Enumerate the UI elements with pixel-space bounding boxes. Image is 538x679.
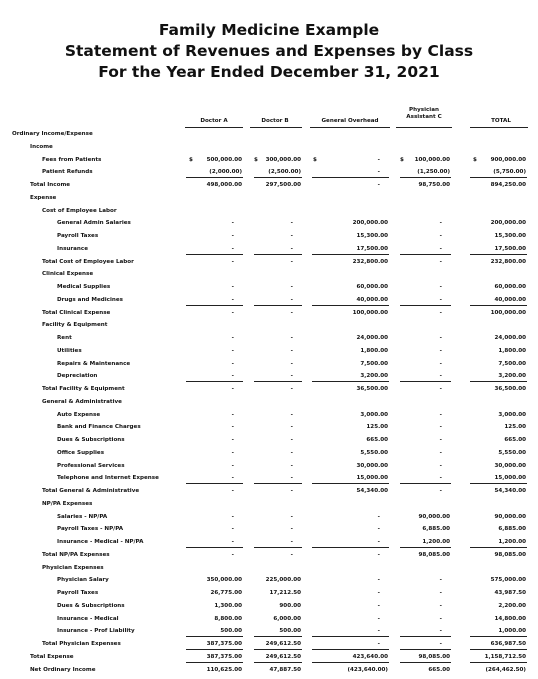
cell-doctor-a: 500.00 [220, 628, 242, 635]
cell-total: 17,500.00 [494, 245, 526, 252]
row-label-payroll-taxes-np-pa: Payroll Taxes - NP/PA [57, 526, 124, 533]
table-row [0, 434, 538, 447]
cell-physician-assistant-c: - [439, 628, 442, 635]
cell-physician-assistant-c: - [439, 424, 442, 431]
row-label-insurance-medical: Insurance - Medical [57, 615, 119, 622]
row-label-payroll-taxes: Payroll Taxes [57, 590, 99, 596]
cell-doctor-b: - [290, 347, 293, 354]
cell-doctor-b: - [290, 258, 293, 265]
dollar-sign: $ [254, 156, 258, 163]
cell-general-overhead: 15,300.00 [356, 233, 388, 239]
cell-physician-assistant-c: - [439, 641, 442, 647]
row-label-fees-from-patients: Fees from Patients [42, 156, 102, 163]
row-label-insurance-medical-np-pa: Insurance - Medical - NP/PA [57, 539, 144, 545]
cell-total: 665.00 [504, 437, 526, 443]
row-label-professional-services: Professional Services [57, 462, 125, 469]
row-label-physician-expenses: Physician Expenses [42, 564, 104, 571]
cell-physician-assistant-c: - [439, 258, 442, 265]
row-label-salaries-np-pa: Salaries - NP/PA [57, 513, 108, 520]
cell-general-overhead: 24,000.00 [356, 335, 388, 341]
table-row [0, 421, 538, 434]
cell-total: 30,000.00 [494, 462, 526, 469]
cell-general-overhead: (423,640.00) [347, 666, 388, 673]
cell-total: 54,340.00 [494, 488, 526, 494]
cell-doctor-a: - [231, 411, 234, 418]
cell-physician-assistant-c: - [439, 233, 442, 239]
table-row [0, 166, 538, 179]
cell-general-overhead: 200,000.00 [352, 220, 388, 227]
cell-total: 24,000.00 [494, 335, 526, 341]
row-label-total-cost-of-employee-labor: Total Cost of Employee Labor [42, 258, 134, 265]
table-row [0, 192, 538, 205]
cell-doctor-b: - [290, 233, 293, 239]
cell-general-overhead: - [377, 182, 380, 188]
cell-doctor-b: - [290, 335, 293, 341]
dollar-sign: $ [313, 156, 317, 163]
cell-total: 200,000.00 [490, 220, 526, 227]
cell-doctor-a: - [231, 449, 234, 456]
cell-general-overhead: 665.00 [366, 437, 388, 443]
row-label-general-admin-salaries: General Admin Salaries [57, 220, 131, 227]
cell-general-overhead: - [377, 169, 380, 176]
cell-general-overhead: 3,200.00 [360, 373, 388, 380]
row-label-total-facility-and-equipment: Total Facility & Equipment [42, 386, 125, 392]
cell-physician-assistant-c: - [439, 437, 442, 443]
cell-general-overhead: 36,500.00 [356, 386, 388, 392]
report-title-statement: Statement of Revenues and Expenses by Class [64, 42, 474, 60]
cell-doctor-a: - [231, 309, 234, 316]
cell-total: 7,500.00 [498, 360, 526, 367]
cell-doctor-b: 17,212.50 [269, 590, 301, 596]
cell-doctor-a: - [231, 335, 234, 341]
cell-physician-assistant-c: - [439, 462, 442, 469]
cell-doctor-a: - [231, 233, 234, 239]
cell-doctor-a: 387,375.00 [206, 653, 242, 660]
cell-general-overhead: 3,000.00 [360, 411, 388, 418]
cell-physician-assistant-c: - [439, 602, 442, 609]
table-row [0, 409, 538, 422]
row-label-np-pa-expenses: NP/PA Expenses [42, 500, 93, 507]
cell-physician-assistant-c: 98,085.00 [418, 551, 450, 558]
cell-doctor-a: - [231, 462, 234, 469]
cell-doctor-a: - [231, 488, 234, 494]
cell-general-overhead: - [377, 628, 380, 635]
table-row [0, 664, 538, 677]
cell-general-overhead: - [377, 577, 380, 584]
cell-total: (264,462.50) [485, 666, 526, 673]
cell-doctor-b: - [290, 386, 293, 392]
cell-total: 125.00 [504, 424, 526, 431]
cell-doctor-b: - [290, 488, 293, 494]
cell-doctor-b: 225,000.00 [265, 577, 301, 584]
row-label-dues-and-subscriptions: Dues & Subscriptions [57, 437, 125, 443]
cell-general-overhead: - [377, 156, 380, 163]
table-row [0, 396, 538, 409]
cell-doctor-a: - [231, 360, 234, 367]
cell-doctor-b: - [290, 551, 293, 558]
cell-total: 36,500.00 [494, 386, 526, 392]
cell-doctor-a: 500,000.00 [206, 156, 242, 163]
cell-doctor-a: - [231, 424, 234, 431]
table-row [0, 230, 538, 243]
cell-general-overhead: 54,340.00 [356, 488, 388, 494]
cell-doctor-b: - [290, 309, 293, 316]
cell-general-overhead: - [377, 615, 380, 622]
cell-physician-assistant-c: 6,885.00 [422, 526, 450, 533]
row-label-medical-supplies: Medical Supplies [57, 284, 111, 290]
cell-physician-assistant-c: 665.00 [428, 666, 450, 673]
cell-physician-assistant-c: - [439, 449, 442, 456]
table-row [0, 536, 538, 549]
cell-physician-assistant-c: 1,200.00 [422, 539, 450, 545]
cell-doctor-b: - [290, 373, 293, 380]
cell-doctor-b: 900.00 [279, 602, 301, 609]
cell-physician-assistant-c: - [439, 475, 442, 482]
table-row [0, 651, 538, 664]
table-row [0, 256, 538, 269]
cell-physician-assistant-c: - [439, 373, 442, 380]
cell-doctor-a: 26,775.00 [210, 590, 242, 596]
cell-total: 3,000.00 [498, 411, 526, 418]
cell-general-overhead: 30,000.00 [356, 462, 388, 469]
cell-total: 14,800.00 [494, 615, 526, 622]
cell-physician-assistant-c: 100,000.00 [414, 156, 450, 163]
table-row [0, 574, 538, 587]
cell-physician-assistant-c: - [439, 411, 442, 418]
cell-total: 43,987.50 [494, 590, 526, 596]
cell-physician-assistant-c: - [439, 360, 442, 367]
table-row [0, 383, 538, 396]
row-label-total-income: Total Income [30, 182, 71, 188]
table-row [0, 154, 538, 167]
row-label-facility-and-equipment: Facility & Equipment [42, 322, 108, 329]
cell-doctor-b: - [290, 245, 293, 252]
row-label-ordinary-income-expense: Ordinary Income/Expense [12, 131, 93, 137]
cell-doctor-a: 8,800.00 [214, 615, 242, 622]
row-label-drugs-and-medicines: Drugs and Medicines [57, 296, 123, 303]
cell-doctor-a: 110,625.00 [206, 666, 242, 673]
row-label-auto-expense: Auto Expense [57, 411, 101, 418]
row-label-net-ordinary-income: Net Ordinary Income [30, 666, 96, 673]
cell-total: 1,158,712.50 [484, 653, 526, 660]
cell-total: 232,800.00 [490, 258, 526, 265]
cell-total: 894,250.00 [490, 182, 526, 188]
cell-general-overhead: 100,000.00 [352, 309, 388, 316]
cell-doctor-b: 47,887.50 [269, 666, 301, 673]
table-row [0, 294, 538, 307]
cell-general-overhead: 125.00 [366, 424, 388, 431]
cell-total: 40,000.00 [494, 296, 526, 303]
table-row [0, 141, 538, 154]
cell-general-overhead: 1,800.00 [360, 347, 388, 354]
column-header-general-overhead: General Overhead [321, 118, 379, 124]
table-row [0, 332, 538, 345]
cell-total: 636,987.50 [490, 641, 526, 647]
cell-doctor-a: 387,375.00 [206, 641, 242, 647]
cell-general-overhead: - [377, 513, 380, 520]
cell-doctor-b: 500.00 [279, 628, 301, 635]
row-label-insurance: Insurance [57, 245, 89, 252]
report-title-period: For the Year Ended December 31, 2021 [98, 63, 440, 81]
cell-doctor-b: - [290, 424, 293, 431]
cell-doctor-b: 6,000.00 [273, 615, 301, 622]
row-label-expense: Expense [30, 194, 57, 201]
cell-doctor-b: - [290, 526, 293, 533]
row-label-clinical-expense: Clinical Expense [42, 271, 94, 278]
cell-general-overhead: 40,000.00 [356, 296, 388, 303]
cell-total: 900,000.00 [490, 156, 526, 163]
table-row [0, 179, 538, 192]
table-row [0, 485, 538, 498]
column-header-total: TOTAL [491, 118, 511, 124]
cell-physician-assistant-c: - [439, 309, 442, 316]
row-label-payroll-taxes: Payroll Taxes [57, 233, 99, 239]
cell-general-overhead: 5,550.00 [360, 449, 388, 456]
table-row [0, 460, 538, 473]
row-label-cost-of-employee-labor: Cost of Employee Labor [42, 207, 117, 214]
cell-doctor-b: - [290, 449, 293, 456]
table-row [0, 205, 538, 218]
cell-doctor-b: - [290, 437, 293, 443]
table-row [0, 281, 538, 294]
cell-doctor-a: - [231, 475, 234, 482]
cell-general-overhead: - [377, 539, 380, 545]
dollar-sign: $ [189, 156, 193, 163]
cell-total: 15,300.00 [494, 233, 526, 239]
cell-doctor-b: 249,612.50 [265, 653, 301, 660]
row-label-income: Income [30, 143, 53, 150]
cell-doctor-b: - [290, 513, 293, 520]
row-label-insurance-prof-liability: Insurance - Prof Liability [57, 628, 135, 635]
cell-general-overhead: - [377, 590, 380, 596]
table-row [0, 587, 538, 600]
row-label-utilities: Utilities [57, 347, 82, 354]
cell-doctor-b: (2,500.00) [268, 169, 301, 176]
row-label-total-physician-expenses: Total Physician Expenses [42, 641, 121, 647]
cell-doctor-b: - [290, 475, 293, 482]
cell-doctor-a: - [231, 386, 234, 392]
table-row [0, 625, 538, 638]
cell-physician-assistant-c: - [439, 220, 442, 227]
row-label-dues-and-subscriptions: Dues & Subscriptions [57, 602, 125, 609]
table-row [0, 370, 538, 383]
cell-doctor-a: - [231, 526, 234, 533]
row-label-office-supplies: Office Supplies [57, 449, 105, 456]
cell-doctor-a: - [231, 437, 234, 443]
table-row [0, 613, 538, 626]
cell-doctor-a: 1,300.00 [214, 602, 242, 609]
table-row [0, 498, 538, 511]
cell-doctor-a: - [231, 551, 234, 558]
cell-doctor-b: - [290, 360, 293, 367]
cell-doctor-a: - [231, 347, 234, 354]
table-row [0, 638, 538, 651]
table-row [0, 243, 538, 256]
table-row [0, 549, 538, 562]
cell-doctor-b: - [290, 411, 293, 418]
cell-physician-assistant-c: - [439, 245, 442, 252]
row-label-repairs-and-maintenance: Repairs & Maintenance [57, 360, 131, 367]
cell-total: 6,885.00 [498, 526, 526, 533]
cell-doctor-b: 297,500.00 [265, 182, 301, 188]
cell-total: 1,800.00 [498, 347, 526, 354]
cell-general-overhead: 423,640.00 [352, 653, 388, 660]
cell-total: 15,000.00 [494, 475, 526, 482]
row-label-depreciation: Depreciation [57, 373, 98, 380]
cell-doctor-a: - [231, 373, 234, 380]
cell-doctor-b: - [290, 462, 293, 469]
table-row [0, 268, 538, 281]
cell-physician-assistant-c: - [439, 335, 442, 341]
cell-doctor-b: - [290, 220, 293, 227]
cell-general-overhead: 7,500.00 [360, 360, 388, 367]
cell-physician-assistant-c: (1,250.00) [417, 169, 450, 176]
cell-total: 2,200.00 [498, 602, 526, 609]
cell-total: 3,200.00 [498, 373, 526, 380]
cell-doctor-a: - [231, 539, 234, 545]
cell-doctor-a: (2,000.00) [209, 169, 242, 176]
row-label-bank-and-finance-charges: Bank and Finance Charges [57, 424, 141, 431]
cell-doctor-b: - [290, 284, 293, 290]
table-row [0, 472, 538, 485]
report-title-company: Family Medicine Example [158, 21, 380, 39]
table-row [0, 447, 538, 460]
cell-physician-assistant-c: - [439, 296, 442, 303]
cell-doctor-a: - [231, 296, 234, 303]
cell-physician-assistant-c: - [439, 615, 442, 622]
cell-total: 98,085.00 [494, 551, 526, 558]
column-header-physician-assistant-c: Physician Assistant C [406, 107, 442, 120]
cell-total: 5,550.00 [498, 449, 526, 456]
cell-general-overhead: - [377, 526, 380, 533]
row-label-physician-salary: Physician Salary [57, 577, 109, 584]
cell-physician-assistant-c: - [439, 577, 442, 584]
cell-general-overhead: - [377, 641, 380, 647]
table-row [0, 128, 538, 141]
cell-doctor-b: - [290, 539, 293, 545]
row-label-total-general-and-administrative: Total General & Administrative [42, 488, 140, 494]
table-row [0, 217, 538, 230]
cell-doctor-a: - [231, 245, 234, 252]
cell-doctor-b: 300,000.00 [265, 156, 301, 163]
cell-physician-assistant-c: - [439, 386, 442, 392]
table-row [0, 511, 538, 524]
cell-general-overhead: 232,800.00 [352, 258, 388, 265]
cell-general-overhead: 17,500.00 [356, 245, 388, 252]
cell-total: 1,200.00 [498, 539, 526, 545]
cell-physician-assistant-c: - [439, 347, 442, 354]
cell-total: 100,000.00 [490, 309, 526, 316]
table-row [0, 523, 538, 536]
cell-total: 575,000.00 [490, 577, 526, 584]
cell-physician-assistant-c: 98,085.00 [418, 653, 450, 660]
cell-doctor-a: - [231, 258, 234, 265]
table-row [0, 358, 538, 371]
table-row [0, 345, 538, 358]
row-label-telephone-and-internet-expense: Telephone and Internet Expense [57, 475, 159, 482]
row-label-patient-refunds: Patient Refunds [42, 169, 93, 176]
cell-doctor-b: 249,612.50 [265, 641, 301, 647]
cell-doctor-a: - [231, 513, 234, 520]
column-header-doctor-b: Doctor B [261, 118, 289, 124]
cell-physician-assistant-c: 98,750.00 [418, 182, 450, 188]
cell-total: (5,750.00) [493, 169, 526, 176]
row-label-total-expense: Total Expense [30, 653, 74, 660]
cell-doctor-a: - [231, 284, 234, 290]
row-label-general-and-administrative: General & Administrative [42, 398, 122, 405]
cell-physician-assistant-c: 90,000.00 [418, 513, 450, 520]
table-row [0, 562, 538, 575]
cell-general-overhead: - [377, 602, 380, 609]
cell-total: 1,000.00 [498, 628, 526, 635]
cell-physician-assistant-c: - [439, 590, 442, 596]
cell-general-overhead: 15,000.00 [356, 475, 388, 482]
table-row [0, 600, 538, 613]
table-row [0, 319, 538, 332]
cell-general-overhead: - [377, 551, 380, 558]
row-label-rent: Rent [57, 335, 72, 341]
row-label-total-clinical-expense: Total Clinical Expense [42, 309, 111, 316]
dollar-sign: $ [473, 156, 477, 163]
cell-doctor-a: - [231, 220, 234, 227]
cell-total: 60,000.00 [494, 284, 526, 290]
cell-doctor-b: - [290, 296, 293, 303]
cell-general-overhead: 60,000.00 [356, 284, 388, 290]
cell-total: 90,000.00 [494, 513, 526, 520]
cell-physician-assistant-c: - [439, 488, 442, 494]
cell-doctor-a: 498,000.00 [206, 182, 242, 188]
row-label-total-np-pa-expenses: Total NP/PA Expenses [42, 551, 110, 558]
cell-physician-assistant-c: - [439, 284, 442, 290]
column-header-doctor-a: Doctor A [200, 118, 228, 124]
table-row [0, 307, 538, 320]
cell-doctor-a: 350,000.00 [206, 577, 242, 584]
dollar-sign: $ [400, 156, 404, 163]
